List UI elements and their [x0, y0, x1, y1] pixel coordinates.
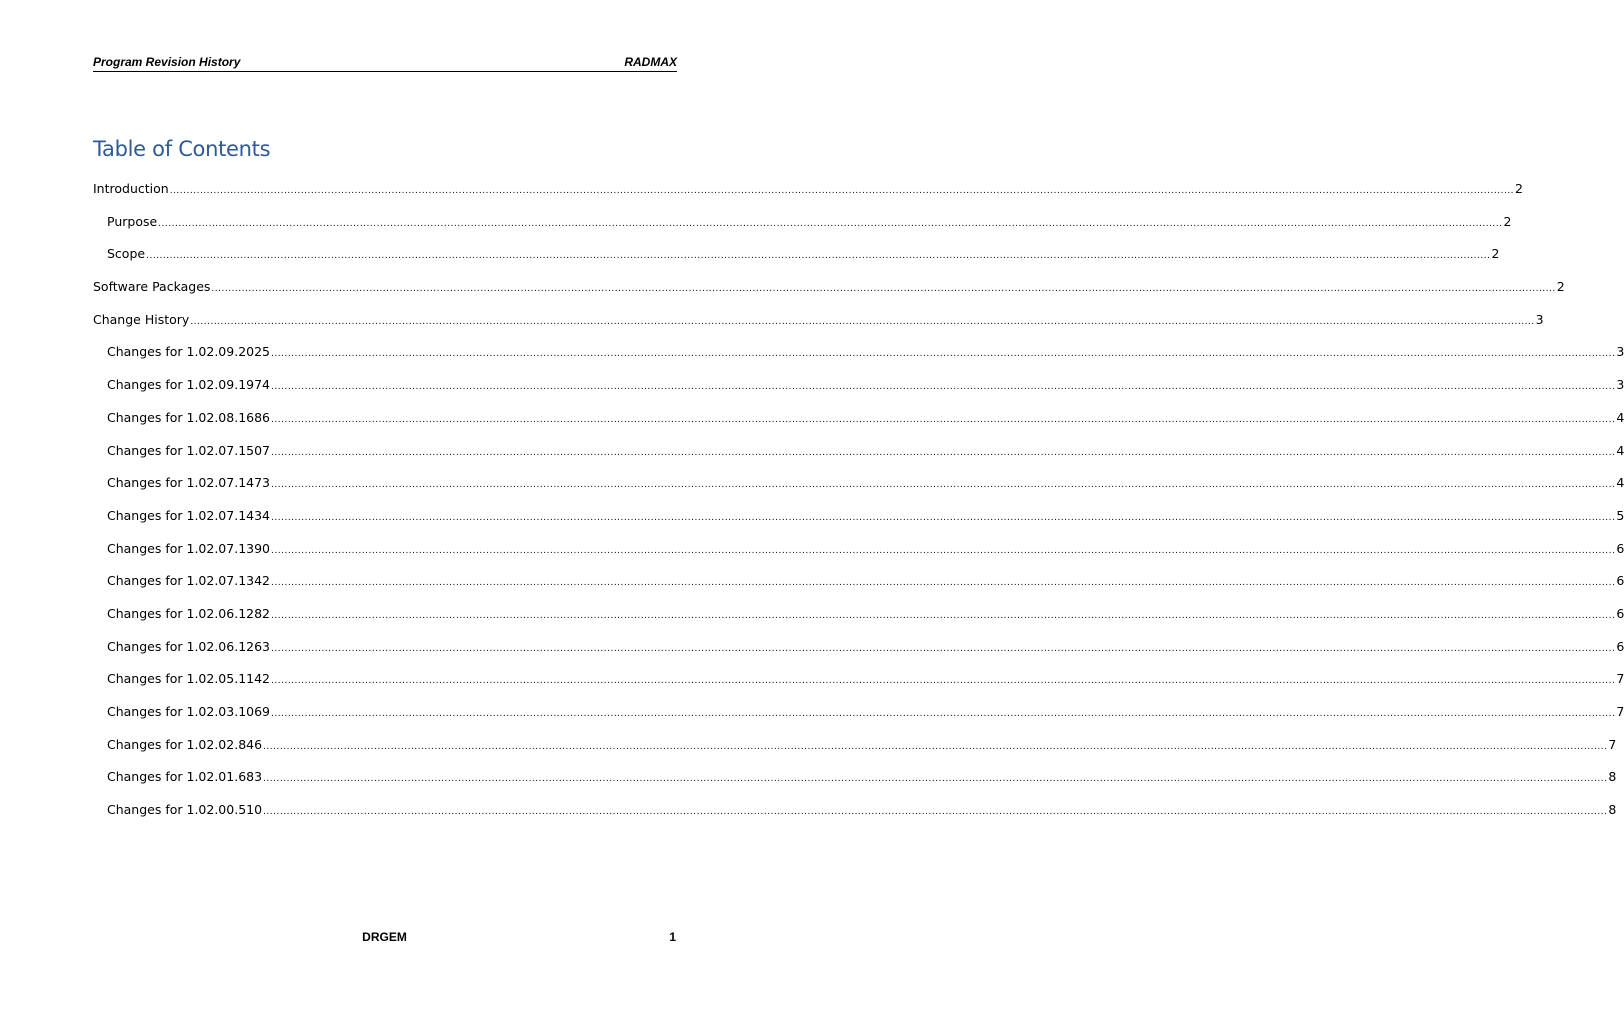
- dot-leader: ................................................................................................................................................................................................................................................................................................................................................................................................................: [263, 807, 1608, 818]
- dot-leader: ................................................................................................................................................................................................................................................................................................................................................................................................................: [263, 741, 1608, 752]
- toc-entry-title[interactable]: Introduction: [93, 181, 169, 196]
- toc-entry-page-number[interactable]: 7: [1616, 671, 1624, 687]
- toc-entry-title[interactable]: Changes for 1.02.09.1974: [107, 377, 271, 393]
- dot-leader: ................................................................................................................................................................................................................................................................................................................................................................................................................: [271, 480, 1616, 491]
- toc-entry[interactable]: [93, 245, 1500, 278]
- toc-entry[interactable]: [93, 376, 1624, 409]
- dot-leader: ................................................................................................................................................................................................................................................................................................................................................................................................................: [271, 578, 1616, 589]
- header-product-name: RADMAX: [624, 55, 677, 69]
- dot-leader: ................................................................................................................................................................................................................................................................................................................................................................................................................: [169, 186, 1515, 196]
- toc-entry-page-number[interactable]: 3: [1535, 311, 1544, 327]
- toc-entry[interactable]: [93, 474, 1624, 507]
- toc-entry-title[interactable]: Changes for 1.02.03.1069: [107, 704, 271, 719]
- page-header: [93, 55, 677, 72]
- toc-entry-title[interactable]: Changes for 1.02.06.1263: [107, 638, 271, 654]
- toc-entry-title[interactable]: Scope: [107, 246, 146, 262]
- toc-entry-title[interactable]: Change History: [93, 311, 190, 327]
- dot-leader: ................................................................................................................................................................................................................................................................................................................................................................................................................: [271, 512, 1616, 523]
- dot-leader: ................................................................................................................................................................................................................................................................................................................................................................................................................: [271, 643, 1616, 654]
- toc-entry-title[interactable]: Changes for 1.02.07.1434: [107, 507, 271, 523]
- toc-entry-page-number[interactable]: 5: [1616, 507, 1624, 523]
- toc-entry-title[interactable]: Changes for 1.02.08.1686: [107, 409, 271, 425]
- toc-entry[interactable]: [93, 540, 1624, 573]
- toc-entry[interactable]: [93, 736, 1617, 769]
- toc-entry[interactable]: [93, 768, 1617, 801]
- toc-entry[interactable]: [93, 311, 1544, 344]
- toc-entry-title[interactable]: Changes for 1.02.07.1473: [107, 475, 271, 491]
- footer-company: DRGEM: [362, 930, 407, 944]
- dot-leader: ................................................................................................................................................................................................................................................................................................................................................................................................................: [146, 251, 1491, 262]
- dot-leader: ................................................................................................................................................................................................................................................................................................................................................................................................................: [158, 218, 1503, 229]
- toc-entry-page-number[interactable]: 3: [1616, 344, 1624, 360]
- toc-entry-page-number[interactable]: 7: [1616, 704, 1624, 719]
- footer-page-number: 1: [669, 930, 676, 944]
- toc-entry-page-number[interactable]: 2: [1491, 246, 1500, 262]
- dot-leader: ................................................................................................................................................................................................................................................................................................................................................................................................................: [271, 382, 1616, 393]
- toc-entry-page-number[interactable]: 8: [1608, 802, 1617, 818]
- toc-entry[interactable]: [93, 703, 1624, 736]
- toc-entry[interactable]: [93, 507, 1624, 540]
- toc-title: Table of Contents: [93, 137, 271, 161]
- toc-entry-title[interactable]: Changes for 1.02.01.683: [107, 769, 263, 785]
- toc-entry-page-number[interactable]: 3: [1616, 377, 1624, 393]
- dot-leader: ................................................................................................................................................................................................................................................................................................................................................................................................................: [271, 447, 1616, 458]
- toc-entry-title[interactable]: Changes for 1.02.00.510: [107, 802, 263, 818]
- toc-entry-title[interactable]: Purpose: [107, 213, 158, 229]
- dot-leader: ................................................................................................................................................................................................................................................................................................................................................................................................................: [271, 676, 1616, 687]
- toc-entry-title[interactable]: Changes for 1.02.07.1390: [107, 540, 271, 556]
- toc-entry-title[interactable]: Changes for 1.02.06.1282: [107, 605, 271, 621]
- toc-entry-title[interactable]: Changes for 1.02.02.846: [107, 736, 263, 752]
- toc-entry-page-number[interactable]: 6: [1616, 605, 1624, 621]
- toc-entry[interactable]: [93, 572, 1624, 605]
- toc-entry-page-number[interactable]: 4: [1616, 442, 1624, 458]
- dot-leader: ................................................................................................................................................................................................................................................................................................................................................................................................................: [190, 316, 1535, 327]
- dot-leader: ................................................................................................................................................................................................................................................................................................................................................................................................................: [271, 709, 1616, 719]
- toc-entry-page-number[interactable]: 2: [1503, 213, 1512, 229]
- dot-leader: ................................................................................................................................................................................................................................................................................................................................................................................................................: [271, 545, 1616, 556]
- toc-entry-page-number[interactable]: 4: [1616, 475, 1624, 491]
- toc-entry-title[interactable]: Changes for 1.02.07.1507: [107, 442, 271, 458]
- toc-entry-title[interactable]: Changes for 1.02.05.1142: [107, 671, 271, 687]
- toc-entry-page-number[interactable]: 7: [1608, 736, 1617, 752]
- toc-entry[interactable]: [93, 213, 1512, 246]
- toc-entry[interactable]: [93, 278, 1565, 311]
- toc-entry-page-number[interactable]: 6: [1616, 638, 1624, 654]
- toc-list: [93, 180, 1624, 834]
- toc-entry[interactable]: [93, 670, 1624, 703]
- toc-entry-title[interactable]: Changes for 1.02.07.1342: [107, 573, 271, 589]
- toc-entry-page-number[interactable]: 2: [1515, 181, 1523, 196]
- toc-entry-title[interactable]: Software Packages: [93, 279, 211, 295]
- dot-leader: ................................................................................................................................................................................................................................................................................................................................................................................................................: [271, 414, 1616, 425]
- header-doc-title: Program Revision History: [93, 55, 241, 69]
- toc-entry[interactable]: [93, 801, 1617, 834]
- toc-entry[interactable]: [93, 442, 1624, 475]
- toc-entry-page-number[interactable]: 4: [1616, 409, 1624, 425]
- toc-entry-page-number[interactable]: 6: [1616, 540, 1624, 556]
- dot-leader: ................................................................................................................................................................................................................................................................................................................................................................................................................: [211, 284, 1556, 295]
- dot-leader: ................................................................................................................................................................................................................................................................................................................................................................................................................: [271, 349, 1616, 360]
- dot-leader: ................................................................................................................................................................................................................................................................................................................................................................................................................: [263, 774, 1608, 785]
- toc-entry[interactable]: [93, 409, 1624, 442]
- toc-entry[interactable]: [93, 638, 1624, 671]
- toc-entry-title[interactable]: Changes for 1.02.09.2025: [107, 344, 271, 360]
- page-footer: [93, 930, 676, 948]
- toc-entry[interactable]: [93, 605, 1624, 638]
- toc-entry-page-number[interactable]: 6: [1616, 573, 1624, 589]
- toc-entry-page-number[interactable]: 2: [1556, 279, 1565, 295]
- dot-leader: ................................................................................................................................................................................................................................................................................................................................................................................................................: [271, 610, 1616, 621]
- toc-entry-page-number[interactable]: 8: [1608, 769, 1617, 785]
- toc-entry[interactable]: [93, 180, 1523, 213]
- toc-entry[interactable]: [93, 343, 1624, 376]
